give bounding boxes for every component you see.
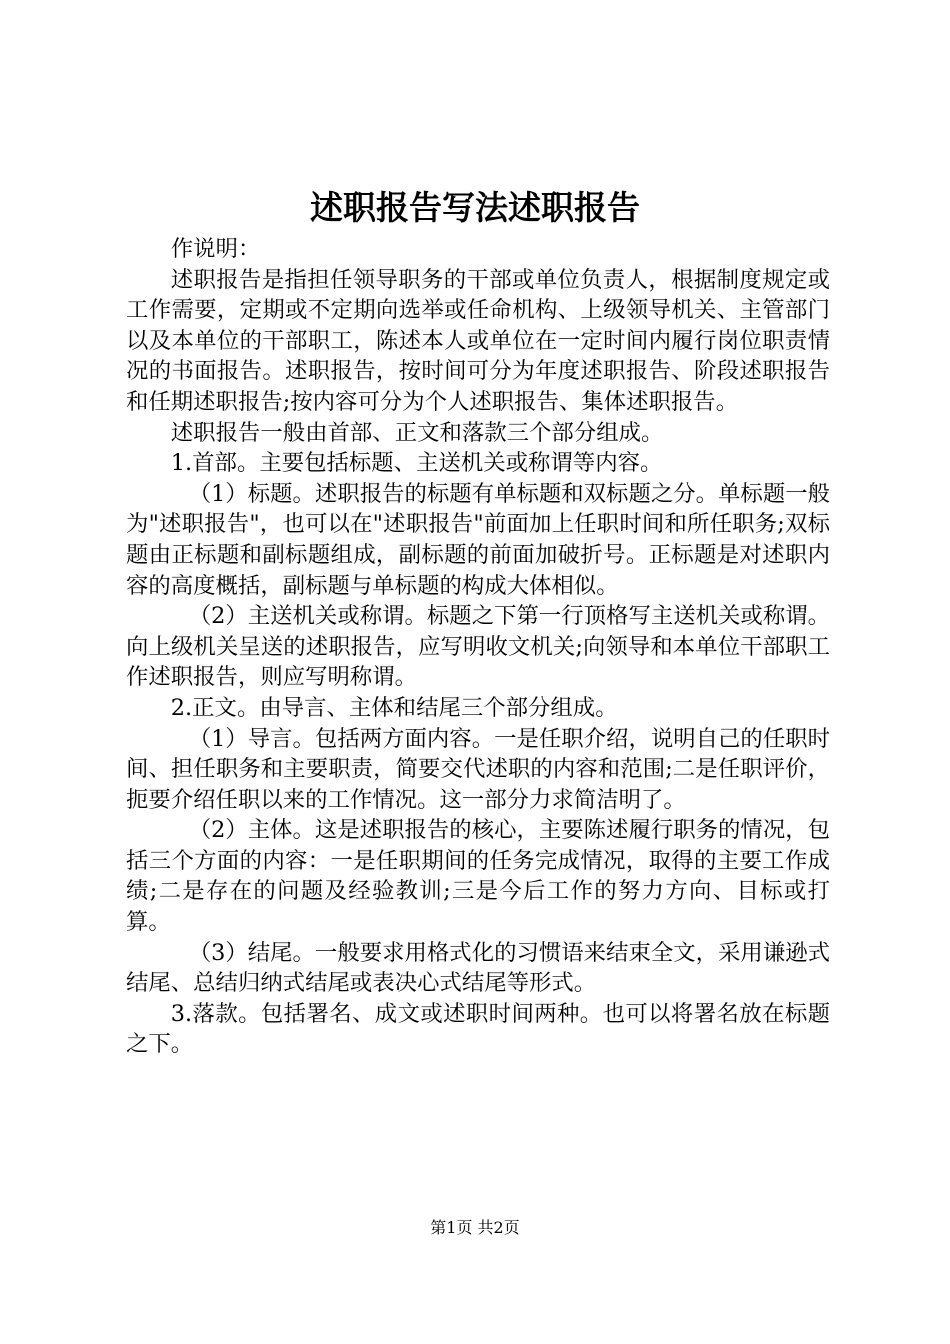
paragraph-section-body: 2.正文。由导言、主体和结尾三个部分组成。 [170, 694, 618, 721]
paragraph-header-title: （1）标题。述职报告的标题有单标题和双标题之分。单标题一般为"述职报告"，也可以在"述职报告"前面加上任职时间和所任职务;双标题由正标题和副标题组成，副标题的前面加破折号。正标题是对述职内容的高度概括，副标题与单标题的构成大体相似。 [126, 480, 830, 599]
paragraph-header-recipient: （2）主送机关或称谓。标题之下第一行顶格写主送机关或称谓。向上级机关呈送的述职报告，应写明收文机关;向领导和本单位干部职工作述职报告，则应写明称谓。 [126, 603, 830, 691]
paragraph-body-main: （2）主体。这是述职报告的核心，主要陈述履行职务的情况，包括三个方面的内容：一是任职期间的任务完成情况，取得的主要工作成绩;二是存在的问题及经验教训;三是今后工作的努力方向、目标或打算。 [126, 817, 830, 936]
paragraph-intro-label: 作说明： [170, 236, 261, 262]
paragraph-section-header: 1.首部。主要包括标题、主送机关或称谓等内容。 [170, 450, 663, 477]
document-title: 述职报告写法述职报告 [310, 188, 640, 227]
paragraph-body-ending: （3）结尾。一般要求用格式化的习惯语来结束全文，采用谦逊式结尾、总结归纳式结尾或表决心式结尾等形式。 [126, 939, 830, 997]
paragraph-structure: 述职报告一般由首部、正文和落款三个部分组成。 [170, 419, 664, 446]
page-number: 第1页 共2页 [430, 1218, 520, 1237]
paragraph-body-intro: （1）导言。包括两方面内容。一是任职介绍，说明自己的任职时间、担任职务和主要职责，简要交代述职的内容和范围;二是任职评价，扼要介绍任职以来的工作情况。这一部分力求简洁明了。 [126, 725, 830, 813]
document-body [126, 234, 830, 1060]
paragraph-section-signature: 3.落款。包括署名、成文或述职时间两种。也可以将署名放在标题之下。 [126, 1000, 830, 1058]
paragraph-definition: 述职报告是指担任领导职务的干部或单位负责人，根据制度规定或工作需要，定期或不定期向选举或任命机构、上级领导机关、主管部门以及本单位的干部职工，陈述本人或单位在一定时间内履行岗位职责情况的书面报告。述职报告，按时间可分为年度述职报告、阶段述职报告和任期述职报告;按内容可分为个人述职报告、集体述职报告。 [126, 266, 830, 415]
